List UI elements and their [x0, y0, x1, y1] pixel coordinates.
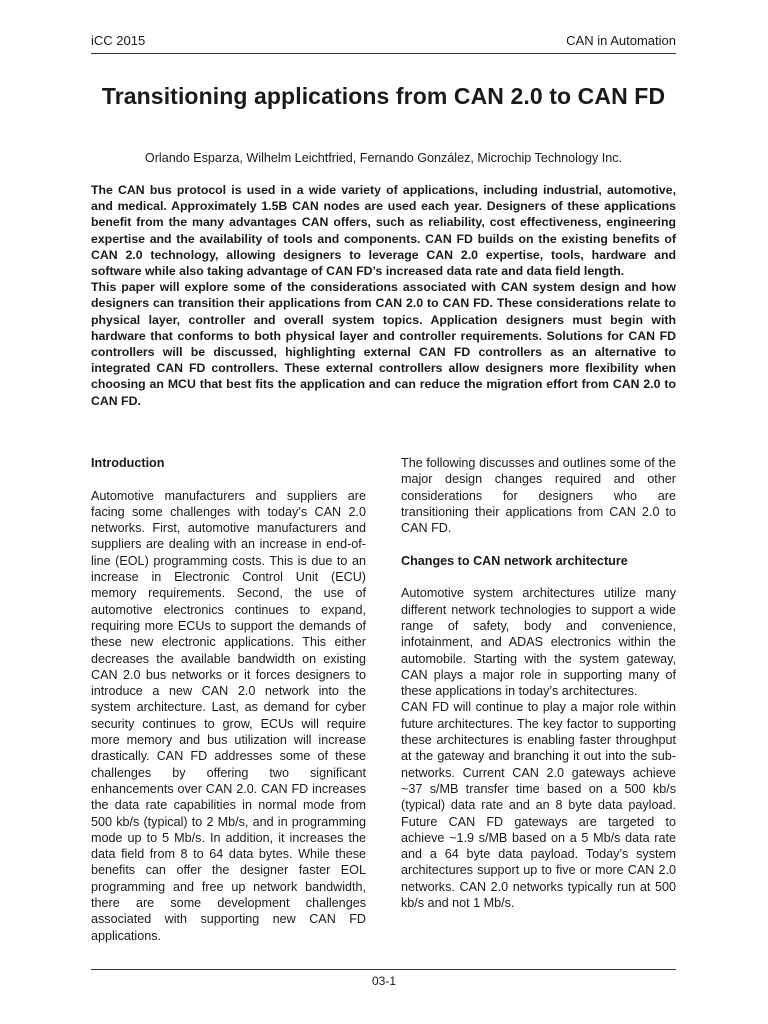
page-number: 03-1: [371, 974, 397, 988]
footer-rule: [91, 969, 676, 970]
abstract: [91, 182, 676, 409]
paper-authors: Orlando Esparza, Wilhelm Leichtfried, Fernando González, Microchip Technology Inc.: [144, 151, 623, 165]
header-rule: [91, 53, 676, 54]
header-organization: CAN in Automation: [566, 33, 676, 48]
architecture-paragraph-1: Automotive system architectures utilize many different network technologies to support a wide range of safety, body and convenience, infotainment, and ADAS electronics within the automobile. Starting with the system gateway, CAN plays a major role in supporting many of these applications in today’s architectures.: [401, 586, 676, 699]
architecture-paragraph-2: CAN FD will continue to play a major role within future architectures. The key factor to supporting these architectures is enabling faster throughput at the gateway and branching it out into the sub-networks. Current CAN 2.0 gateways achieve ~37 s/MB transfer time based on a 500 kb/s (typical) data rate and an 8 byte data payload. Future CAN FD gateways are targeted to achieve ~1.9 s/MB based on a 5 Mb/s data rate and a 64 byte data payload. Today’s system architectures support up to five or more CAN 2.0 networks. CAN 2.0 networks typically run at 500 kb/s and not 1 Mb/s.: [401, 700, 676, 911]
section-heading-introduction: Introduction: [91, 456, 165, 470]
section-heading-network-architecture: Changes to CAN network architecture: [401, 553, 628, 568]
right-column: [401, 455, 676, 911]
introduction-paragraph: Automotive manufacturers and suppliers are facing some challenges with today’s CAN 2.0 networks. First, automotive manufacturers and suppliers are dealing with an increase in end-of-line (EOL) programming costs. This is due to an increase in Electronic Control Unit (ECU) memory requirements. Second, the use of automotive electronics continues to expand, requiring more ECUs to support the demands of these new electronic applications. This either decreases the available bandwidth on existing CAN 2.0 bus networks or it forces designers to introduce a new CAN 2.0 network into the system architecture. Last, as demand for cyber security continues to grow, ECUs will require more memory and bus utilization will increase drastically. CAN FD addresses some of these challenges by offering two significant enhancements over CAN 2.0. CAN FD increases the data rate capabilities in normal mode from 500 kb/s (typical) to 2 Mb/s, and in programming mode up to 5 Mb/s. In addition, it increases the data field from 8 to 64 data bytes. While these benefits can offer the designer faster EOL programming and free up network bandwidth, there are some development challenges associated with supporting new CAN FD applications.: [91, 488, 366, 943]
outline-paragraph: The following discusses and outlines some of the major design changes required and other considerations for designers who are transitioning their applications from CAN 2.0 to CAN FD.: [401, 456, 676, 536]
paper-title: Transitioning applications from CAN 2.0 to CAN FD: [101, 83, 666, 109]
header-conference: iCC 2015: [91, 33, 146, 48]
left-column: [91, 455, 366, 944]
abstract-paragraph-1: The CAN bus protocol is used in a wide variety of applications, including industrial, automotive, and medical. Approximately 1.5B CAN nodes are used each year. Designers of these applications benefit from the many advantages CAN offers, such as reliability, cost effectiveness, engineering expertise and the availability of tools and components. CAN FD builds on the existing benefits of CAN 2.0 technology, allowing designers to leverage CAN 2.0 expertise, tools, hardware and software while also taking advantage of CAN FD’s increased data rate and data field length.: [91, 183, 676, 279]
abstract-paragraph-2: This paper will explore some of the considerations associated with CAN system design and how designers can transition their applications from CAN 2.0 to CAN FD. These considerations relate to physical layer, controller and overall system topics. Application designers must begin with hardware that conforms to both physical layer and controller requirements. Solutions for CAN FD controllers will be discussed, highlighting external CAN FD controllers as an alternative to integrated CAN FD controllers. These external controllers allow designers more flexibility when choosing an MCU that best fits the application and can reduce the migration effort from CAN 2.0 to CAN FD.: [91, 280, 676, 408]
